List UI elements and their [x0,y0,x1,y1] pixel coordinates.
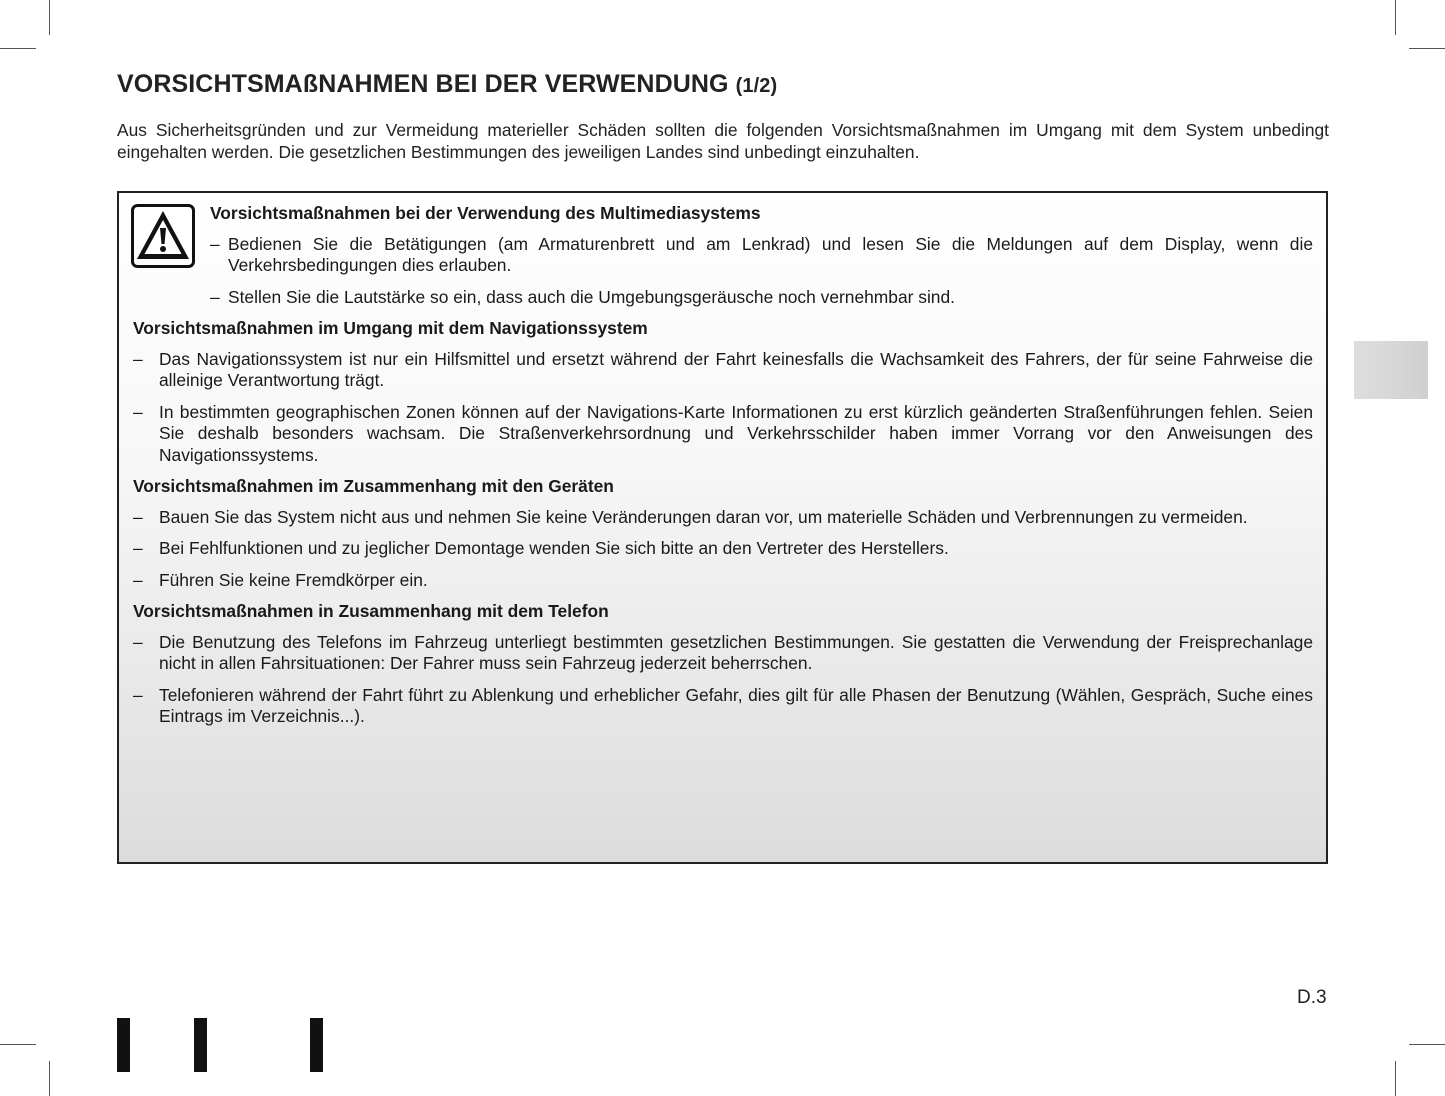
list-item: – In bestimmten geographischen Zonen können auf der Navigations-Karte Informationen zu erst kürzlich geänderten Straßenführungen fehlen. Seien Sie deshalb besonders wachsam. Die Straßenverkehrsordnung und Verkehrsschilder haben immer Vorrang vor den Anweisungen des Navigationssystems. [133,401,1313,465]
section-telephone [133,601,1313,728]
crop-mark [0,1044,36,1045]
crop-mark [0,48,36,49]
intro-paragraph: Aus Sicherheitsgründen und zur Vermeidung materieller Schäden sollten die folgenden Vorsichtsmaßnahmen im Umgang mit dem System unbedingt eingehalten werden. Die gesetzlichen Bestimmungen des jeweiligen Landes sind unbedingt einzuhalten. [117,120,1329,162]
section-title: Vorsichtsmaßnahmen bei der Verwendung des Multimediasystems [210,203,761,223]
print-bar [310,1018,323,1072]
warning-content [133,203,1313,738]
crop-mark [49,0,50,35]
crop-mark [1409,1044,1445,1045]
page-number: D.3 [1297,987,1327,1008]
section-multimedia [133,203,1313,308]
warning-box [117,191,1328,864]
page-title: VORSICHTSMAßNAHMEN BEI DER VERWENDUNG (1/2) [117,70,778,98]
list-item: – Stellen Sie die Lautstärke so ein, dass auch die Umgebungsgeräusche noch vernehmbar sind. [210,286,955,307]
list-item: – Telefonieren während der Fahrt führt zu Ablenkung und erheblicher Gefahr, dies gilt für alle Phasen der Benutzung (Wählen, Gespräch, Suche eines Eintrags im Verzeichnis...). [133,684,1313,726]
list-item: – Bauen Sie das System nicht aus und nehmen Sie keine Veränderungen daran vor, um materielle Schäden und Verbrennungen zu vermeiden. [133,506,1248,527]
list-item: – Bei Fehlfunktionen und zu jeglicher Demontage wenden Sie sich bitte an den Vertreter des Herstellers. [133,538,949,558]
crop-mark [1409,48,1445,49]
print-bar [117,1018,130,1072]
print-bar [194,1018,207,1072]
section-title: Vorsichtsmaßnahmen im Umgang mit dem Navigationssystem [133,318,648,338]
list-item: – Die Benutzung des Telefons im Fahrzeug unterliegt bestimmten gesetzlichen Bestimmungen. Sie gestatten die Verwendung der Freisprechanlage nicht in allen Fahrsituationen: Der Fahrer muss sein Fahrzeug jederzeit beherrschen. [133,631,1313,673]
crop-mark [1395,1061,1396,1096]
list-item: – Das Navigationssystem ist nur ein Hilfsmittel und ersetzt während der Fahrt keinesfalls die Wachsamkeit des Fahrers, der für seine Fahrweise die alleinige Verantwortung trägt. [133,348,1313,390]
chapter-tab [1354,341,1428,399]
section-navigation [133,318,1313,466]
section-title: Vorsichtsmaßnahmen im Zusammenhang mit den Geräten [133,476,614,496]
section-title: Vorsichtsmaßnahmen in Zusammenhang mit dem Telefon [133,601,609,621]
crop-mark [49,1061,50,1096]
crop-mark [1395,0,1396,35]
list-item: – Bedienen Sie die Betätigungen (am Armaturenbrett und am Lenkrad) und lesen Sie die Meldungen auf dem Display, wenn die Verkehrsbedingungen dies erlauben. [210,233,1313,275]
section-devices [133,476,1313,591]
list-item: – Führen Sie keine Fremdkörper ein. [133,569,428,590]
